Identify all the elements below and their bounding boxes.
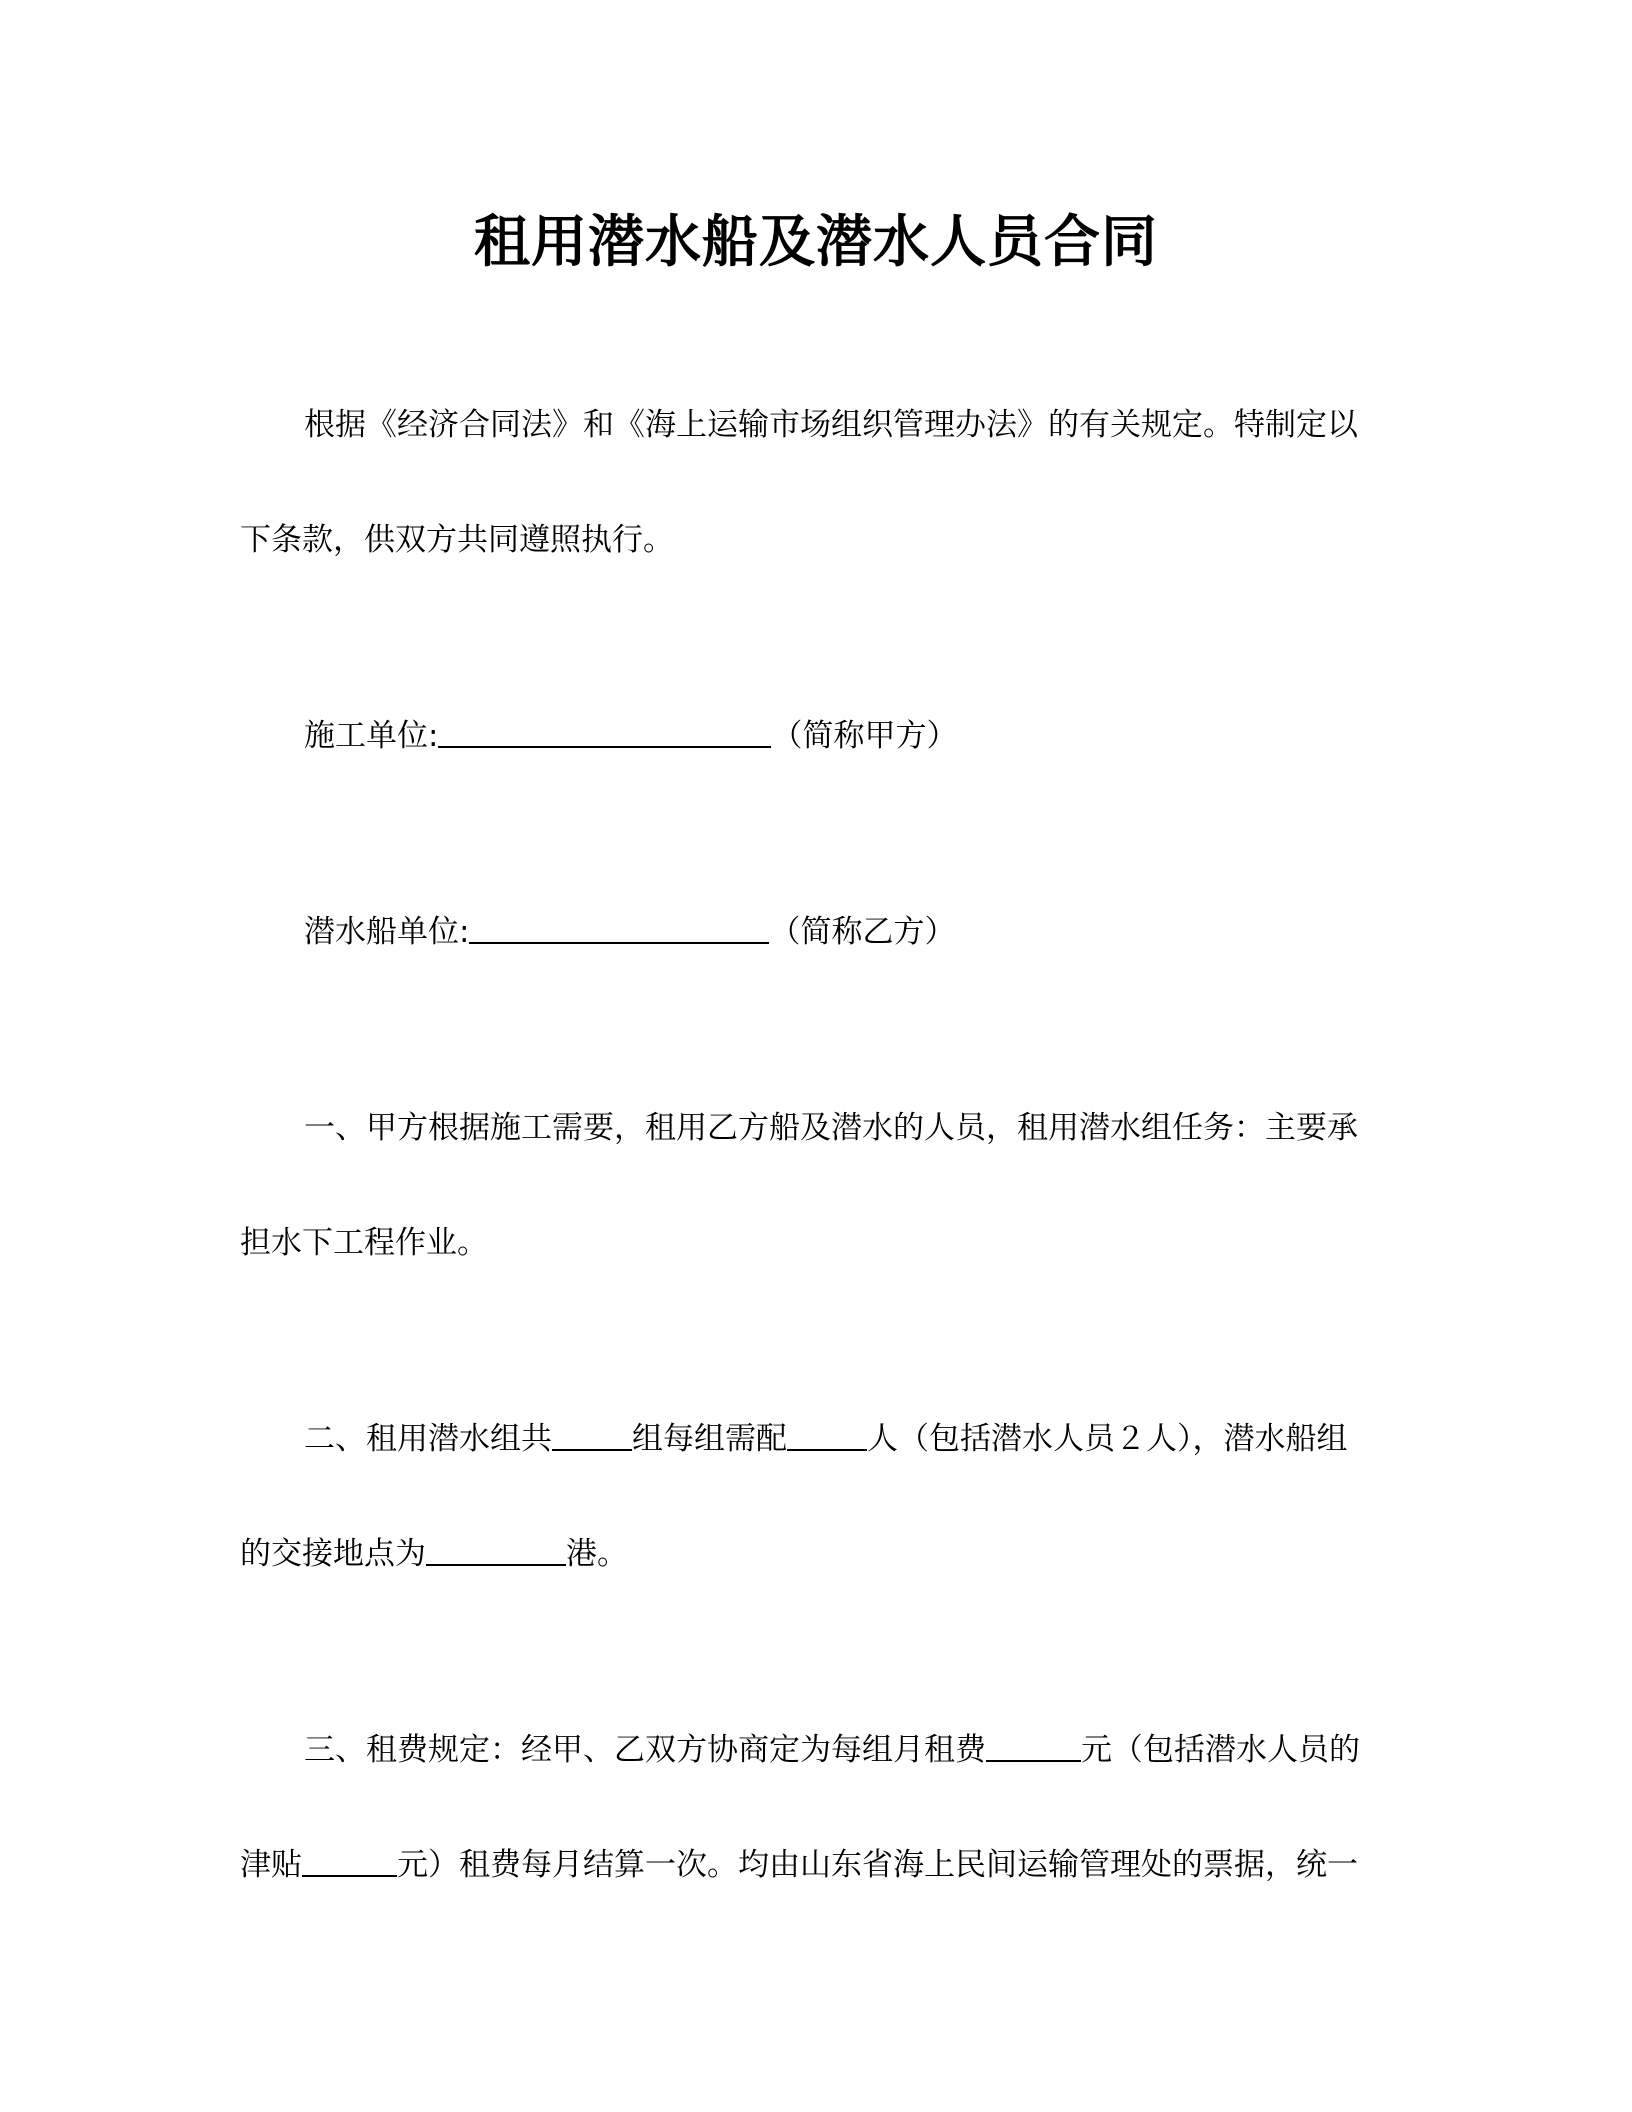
preamble-text-1: 根据《经济合同法》和《海上运输市场组织管理办法》的有关规定。特制定以	[304, 407, 1358, 443]
clause3-text-1b: 元（包括潜水人员的	[1081, 1732, 1360, 1768]
preamble-text-2: 下条款，供双方共同遵照执行。	[240, 522, 674, 558]
clause3-line-1	[304, 1728, 1390, 1772]
clause3-text-2a: 津贴	[240, 1847, 302, 1883]
party-a-suffix: （简称甲方）	[771, 718, 958, 754]
clause2-text-1b: 组每组需配	[632, 1421, 787, 1457]
clause1-line-1	[304, 1106, 1390, 1150]
port-blank[interactable]	[426, 1534, 566, 1566]
clause2-text-2b: 港。	[566, 1536, 628, 1572]
party-b-blank[interactable]	[469, 912, 769, 944]
clause2-text-1c: 人（包括潜水人员２人），潜水船组	[867, 1421, 1348, 1457]
clause2-line-1	[304, 1417, 1390, 1461]
clause2-line-2	[240, 1532, 1390, 1576]
allowance-blank[interactable]	[302, 1845, 397, 1877]
preamble-line-2	[240, 518, 1390, 562]
party-a-blank[interactable]	[438, 716, 771, 748]
party-a-label: 施工单位:	[304, 718, 439, 754]
clause1-text-1: 一、甲方根据施工需要，租用乙方船及潜水的人员，租用潜水组任务：主要承	[304, 1110, 1358, 1146]
clause3-line-2	[240, 1843, 1390, 1887]
clause1-text-2: 担水下工程作业。	[240, 1225, 488, 1261]
document-title: 租用潜水船及潜水人员合同	[474, 210, 1158, 275]
party-a-line	[304, 714, 1454, 758]
preamble-line-1	[304, 403, 1390, 447]
party-b-line	[304, 910, 1454, 954]
clause2-text-2a: 的交接地点为	[240, 1536, 426, 1572]
clause3-text-1a: 三、租费规定：经甲、乙双方协商定为每组月租费	[304, 1732, 986, 1768]
party-b-suffix: （简称乙方）	[769, 914, 956, 950]
group-count-blank[interactable]	[552, 1419, 632, 1451]
clause3-text-2b: 元）租费每月结算一次。均由山东省海上民间运输管理处的票据，统一	[397, 1847, 1358, 1883]
clause2-text-1a: 二、租用潜水组共	[304, 1421, 552, 1457]
monthly-fee-blank[interactable]	[986, 1730, 1081, 1762]
clause1-line-2	[240, 1221, 1390, 1265]
person-count-blank[interactable]	[787, 1419, 867, 1451]
party-b-label: 潜水船单位:	[304, 914, 470, 950]
